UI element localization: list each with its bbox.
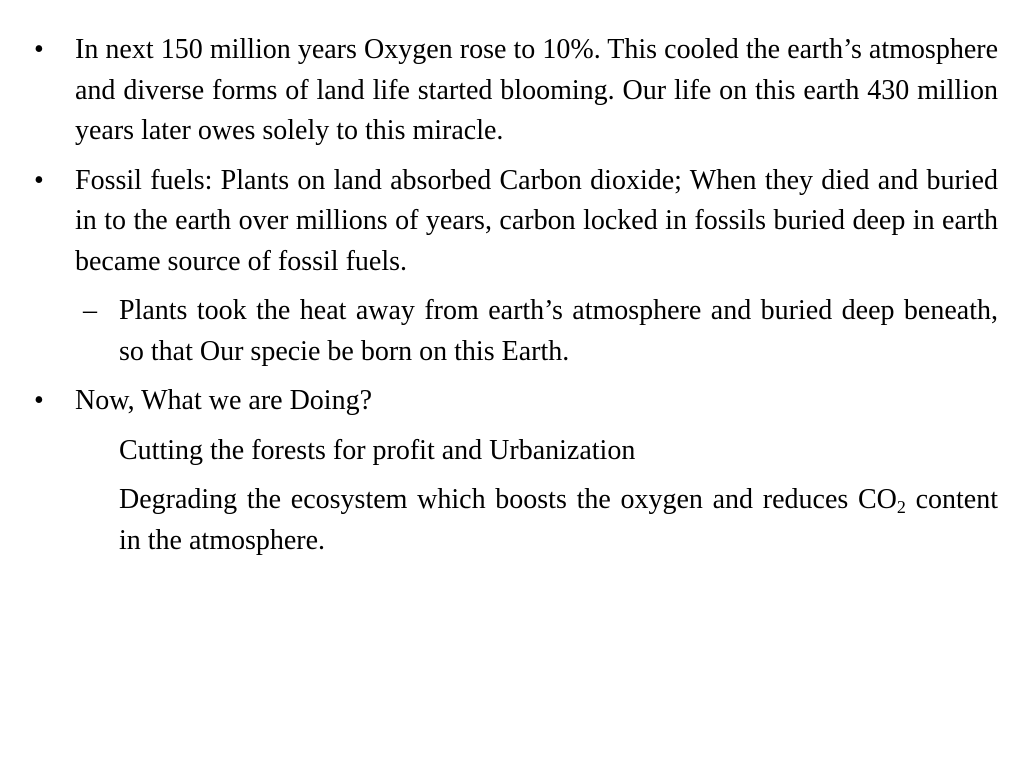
bullet-marker: • [34, 164, 44, 196]
bullet-oxygen-rise-text: In next 150 million years Oxygen rose to 10%. This cooled the earth’s atmosphere and diverse forms of land life started blooming. Our life on this earth 430 million years later owes solely to this miracle. [75, 34, 998, 146]
sub-bullet-plants-heat-text: Plants took the heat away from earth’s atmosphere and buried deep beneath, so that Our specie be born on this Earth. [119, 295, 998, 367]
bullet-fossil-fuels-text: Fossil fuels: Plants on land absorbed Carbon dioxide; When they died and buried in to the earth over millions of years, carbon locked in fossils buried deep in earth became source of fossil fuels. [75, 164, 998, 277]
line-degrading-ecosystem-text: Degrading the ecosystem which boosts the oxygen and reduces CO [119, 484, 897, 515]
bullet-what-we-do-text: Now, What we are Doing? [75, 385, 373, 416]
co2-subscript: 2 [896, 497, 906, 517]
line-cutting-forests [32, 431, 998, 472]
bullet-marker: • [34, 385, 44, 416]
sub-bullet-plants-heat [32, 291, 998, 372]
slide-body [32, 30, 998, 570]
line-degrading-ecosystem-text-end: content in the atmosphere. [119, 484, 998, 556]
dash-marker: – [83, 295, 97, 326]
bullet-marker: • [34, 34, 44, 65]
bullet-fossil-fuels [32, 161, 998, 283]
bullet-oxygen-rise [32, 30, 998, 152]
line-degrading-ecosystem [32, 480, 998, 561]
bullet-what-we-do [32, 381, 998, 422]
line-cutting-forests-text: Cutting the forests for profit and Urbanization [119, 434, 636, 466]
